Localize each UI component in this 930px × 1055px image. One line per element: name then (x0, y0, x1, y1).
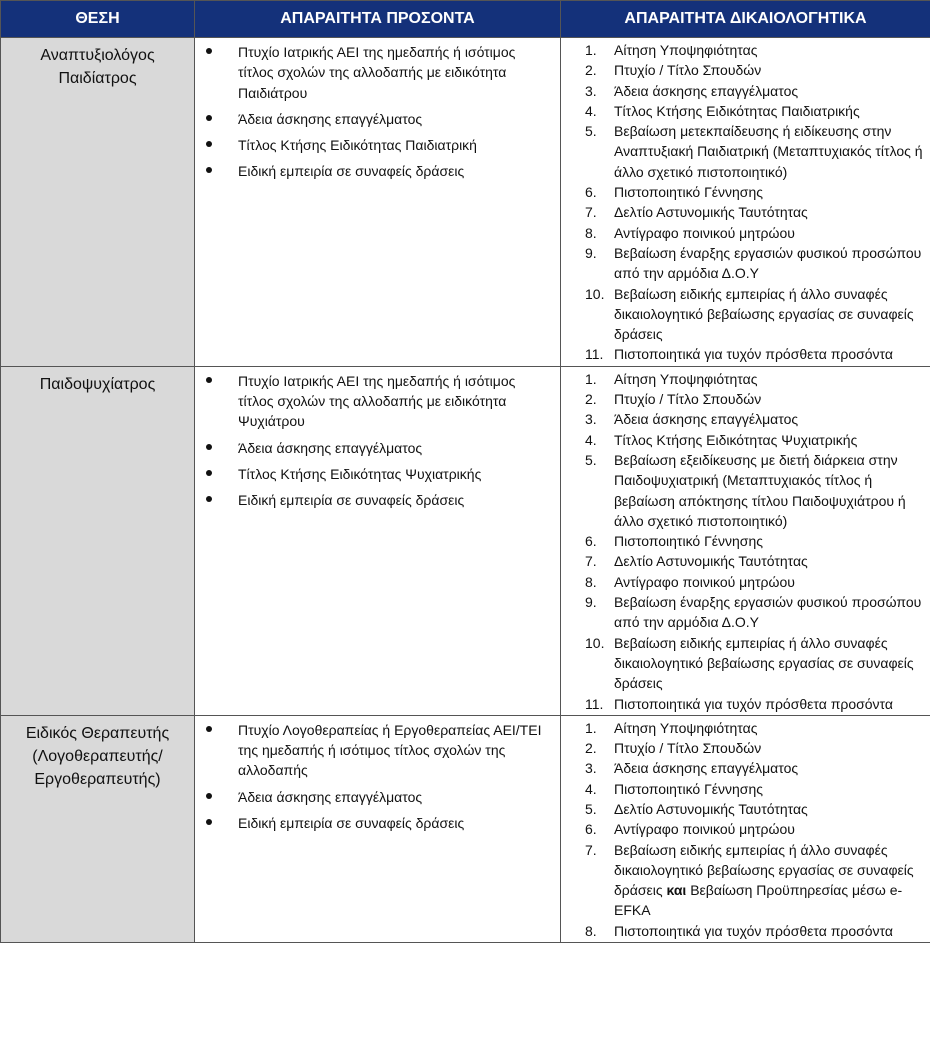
header-qualifications: ΑΠΑΡΑΙΤΗΤΑ ΠΡΟΣΟΝΤΑ (195, 1, 561, 38)
documents-cell (561, 715, 930, 942)
qualifications-list (195, 716, 560, 833)
list-item: 4. Τίτλος Κτήσης Ειδικότητας Παιδιατρικής (585, 102, 860, 119)
list-item: Τίτλος Κτήσης Ειδικότητας Ψυχιατρικής (195, 464, 560, 484)
list-item: Ειδική εμπειρία σε συναφείς δράσεις (195, 490, 560, 510)
bullet-icon (206, 115, 212, 121)
list-item: 7. Βεβαίωση ειδικής εμπειρίας ή άλλο συναφές δικαιολογητικό βεβαίωσης εργασίας σε συναφείς δράσεις και Βεβαίωση Προϋπηρεσίας μέσω e-EFKA (585, 841, 914, 919)
list-item: 5. Βεβαίωση μετεκπαίδευσης ή ειδίκευσης στην Αναπτυξιακή Παιδιατρική (Μεταπτυχιακός τίτλος ή άλλο σχετικό πιστοποιητικό) (585, 123, 923, 180)
list-item: 8. Αντίγραφο ποινικού μητρώου (585, 573, 795, 590)
bullet-icon (206, 496, 212, 502)
bullet-icon (206, 141, 212, 147)
qualifications-cell (195, 715, 561, 942)
list-item: 5. Βεβαίωση εξειδίκευσης με διετή διάρκεια στην Παιδοψυχιατρική (Μεταπτυχιακός τίτλος ή βεβαίωση απόκτησης τίτλου Παιδοψυχιάτρου ή άλλο σχετικό πιστοποιητικό) (585, 451, 906, 529)
list-item: 3. Άδεια άσκησης επαγγέλματος (585, 411, 799, 428)
documents-list (561, 367, 930, 715)
position-name: Παιδοψυχίατρος (39, 375, 156, 393)
bullet-icon (206, 48, 212, 54)
list-item: 10. Βεβαίωση ειδικής εμπειρίας ή άλλο συναφές δικαιολογητικό βεβαίωσης εργασίας σε συναφείς δράσεις (585, 285, 914, 343)
list-item: 1. Αίτηση Υποψηφιότητας (585, 370, 758, 387)
list-item: 6. Πιστοποιητικό Γέννησης (585, 184, 763, 201)
list-item: 8. Πιστοποιητικά για τυχόν πρόσθετα προσόντα (585, 922, 893, 939)
bullet-icon (206, 726, 212, 732)
list-item: 8. Αντίγραφο ποινικού μητρώου (585, 224, 795, 241)
bullet-icon (206, 470, 212, 476)
bullet-icon (206, 167, 212, 173)
position-name: Ειδικός Θεραπευτής (Λογοθεραπευτής/ Εργοθεραπευτής) (25, 724, 170, 788)
qualifications-cell (195, 38, 561, 367)
list-item: 7. Δελτίο Αστυνομικής Ταυτότητας (585, 553, 808, 570)
list-item: 9. Βεβαίωση έναρξης εργασιών φυσικού προσώπου από την αρμόδια Δ.Ο.Υ (585, 594, 922, 631)
list-item: 7. Δελτίο Αστυνομικής Ταυτότητας (585, 204, 808, 221)
bullet-icon (206, 377, 212, 383)
position-cell (1, 366, 195, 715)
header-documents: ΑΠΑΡΑΙΤΗΤΑ ΔΙΚΑΙΟΛΟΓΗΤΙΚΑ (561, 1, 930, 38)
documents-list (561, 716, 930, 942)
table-row (1, 715, 930, 942)
list-item: Πτυχίο Ιατρικής ΑΕΙ της ημεδαπής ή ισότιμος τίτλος σχολών της αλλοδαπής με ειδικότητα Ψυχιάτρου (195, 371, 560, 432)
list-item: 5. Δελτίο Αστυνομικής Ταυτότητας (585, 800, 808, 817)
list-item: Τίτλος Κτήσης Ειδικότητας Παιδιατρική (195, 135, 560, 155)
qualifications-list (195, 38, 560, 182)
list-item: 1. Αίτηση Υποψηφιότητας (585, 719, 758, 736)
list-item: Ειδική εμπειρία σε συναφείς δράσεις (195, 161, 560, 181)
position-cell (1, 38, 195, 367)
list-item: Πτυχίο Λογοθεραπείας ή Εργοθεραπείας ΑΕΙ/ΤΕΙ της ημεδαπής ή ισότιμος τίτλος σχολών της αλλοδαπής (195, 720, 560, 781)
documents-cell (561, 38, 930, 367)
list-item: Άδεια άσκησης επαγγέλματος (195, 787, 560, 807)
list-item: 2. Πτυχίο / Τίτλο Σπουδών (585, 391, 762, 408)
list-item: 4. Τίτλος Κτήσης Ειδικότητας Ψυχιατρικής (585, 431, 858, 448)
list-item: 11. Πιστοποιητικά για τυχόν πρόσθετα προσόντα (585, 346, 893, 363)
qualifications-list (195, 367, 560, 511)
list-item: 9. Βεβαίωση έναρξης εργασιών φυσικού προσώπου από την αρμόδια Δ.Ο.Υ (585, 244, 922, 282)
list-item: Άδεια άσκησης επαγγέλματος (195, 109, 560, 129)
list-item: Πτυχίο Ιατρικής ΑΕΙ της ημεδαπής ή ισότιμος τίτλος σχολών της αλλοδαπής με ειδικότητα Παιδιάτρου (195, 42, 560, 103)
list-item: Ειδική εμπειρία σε συναφείς δράσεις (195, 813, 560, 833)
list-item: 2. Πτυχίο / Τίτλο Σπουδών (585, 62, 762, 79)
list-item: 10. Βεβαίωση ειδικής εμπειρίας ή άλλο συναφές δικαιολογητικό βεβαίωσης εργασίας σε συναφείς δράσεις (585, 634, 914, 692)
header-row (1, 1, 930, 38)
list-item: 1. Αίτηση Υποψηφιότητας (585, 42, 758, 58)
table-row (1, 38, 930, 367)
table-row (1, 366, 930, 715)
list-item: 3. Άδεια άσκησης επαγγέλματος (585, 760, 799, 777)
list-item: 4. Πιστοποιητικό Γέννησης (585, 780, 763, 797)
list-item: 3. Άδεια άσκησης επαγγέλματος (585, 82, 799, 99)
list-item: Άδεια άσκησης επαγγέλματος (195, 438, 560, 458)
bullet-icon (206, 444, 212, 450)
documents-list (561, 38, 930, 366)
qualifications-cell (195, 366, 561, 715)
header-position: ΘΕΣΗ (1, 1, 195, 38)
documents-cell (561, 366, 930, 715)
position-cell (1, 715, 195, 942)
position-name: Αναπτυξιολόγος Παιδίατρος (40, 47, 155, 87)
list-item: 6. Πιστοποιητικό Γέννησης (585, 533, 763, 550)
list-item: 6. Αντίγραφο ποινικού μητρώου (585, 821, 795, 838)
list-item: 2. Πτυχίο / Τίτλο Σπουδών (585, 740, 762, 757)
bullet-icon (206, 819, 212, 825)
bullet-icon (206, 793, 212, 799)
list-item: 11. Πιστοποιητικά για τυχόν πρόσθετα προσόντα (585, 695, 893, 712)
